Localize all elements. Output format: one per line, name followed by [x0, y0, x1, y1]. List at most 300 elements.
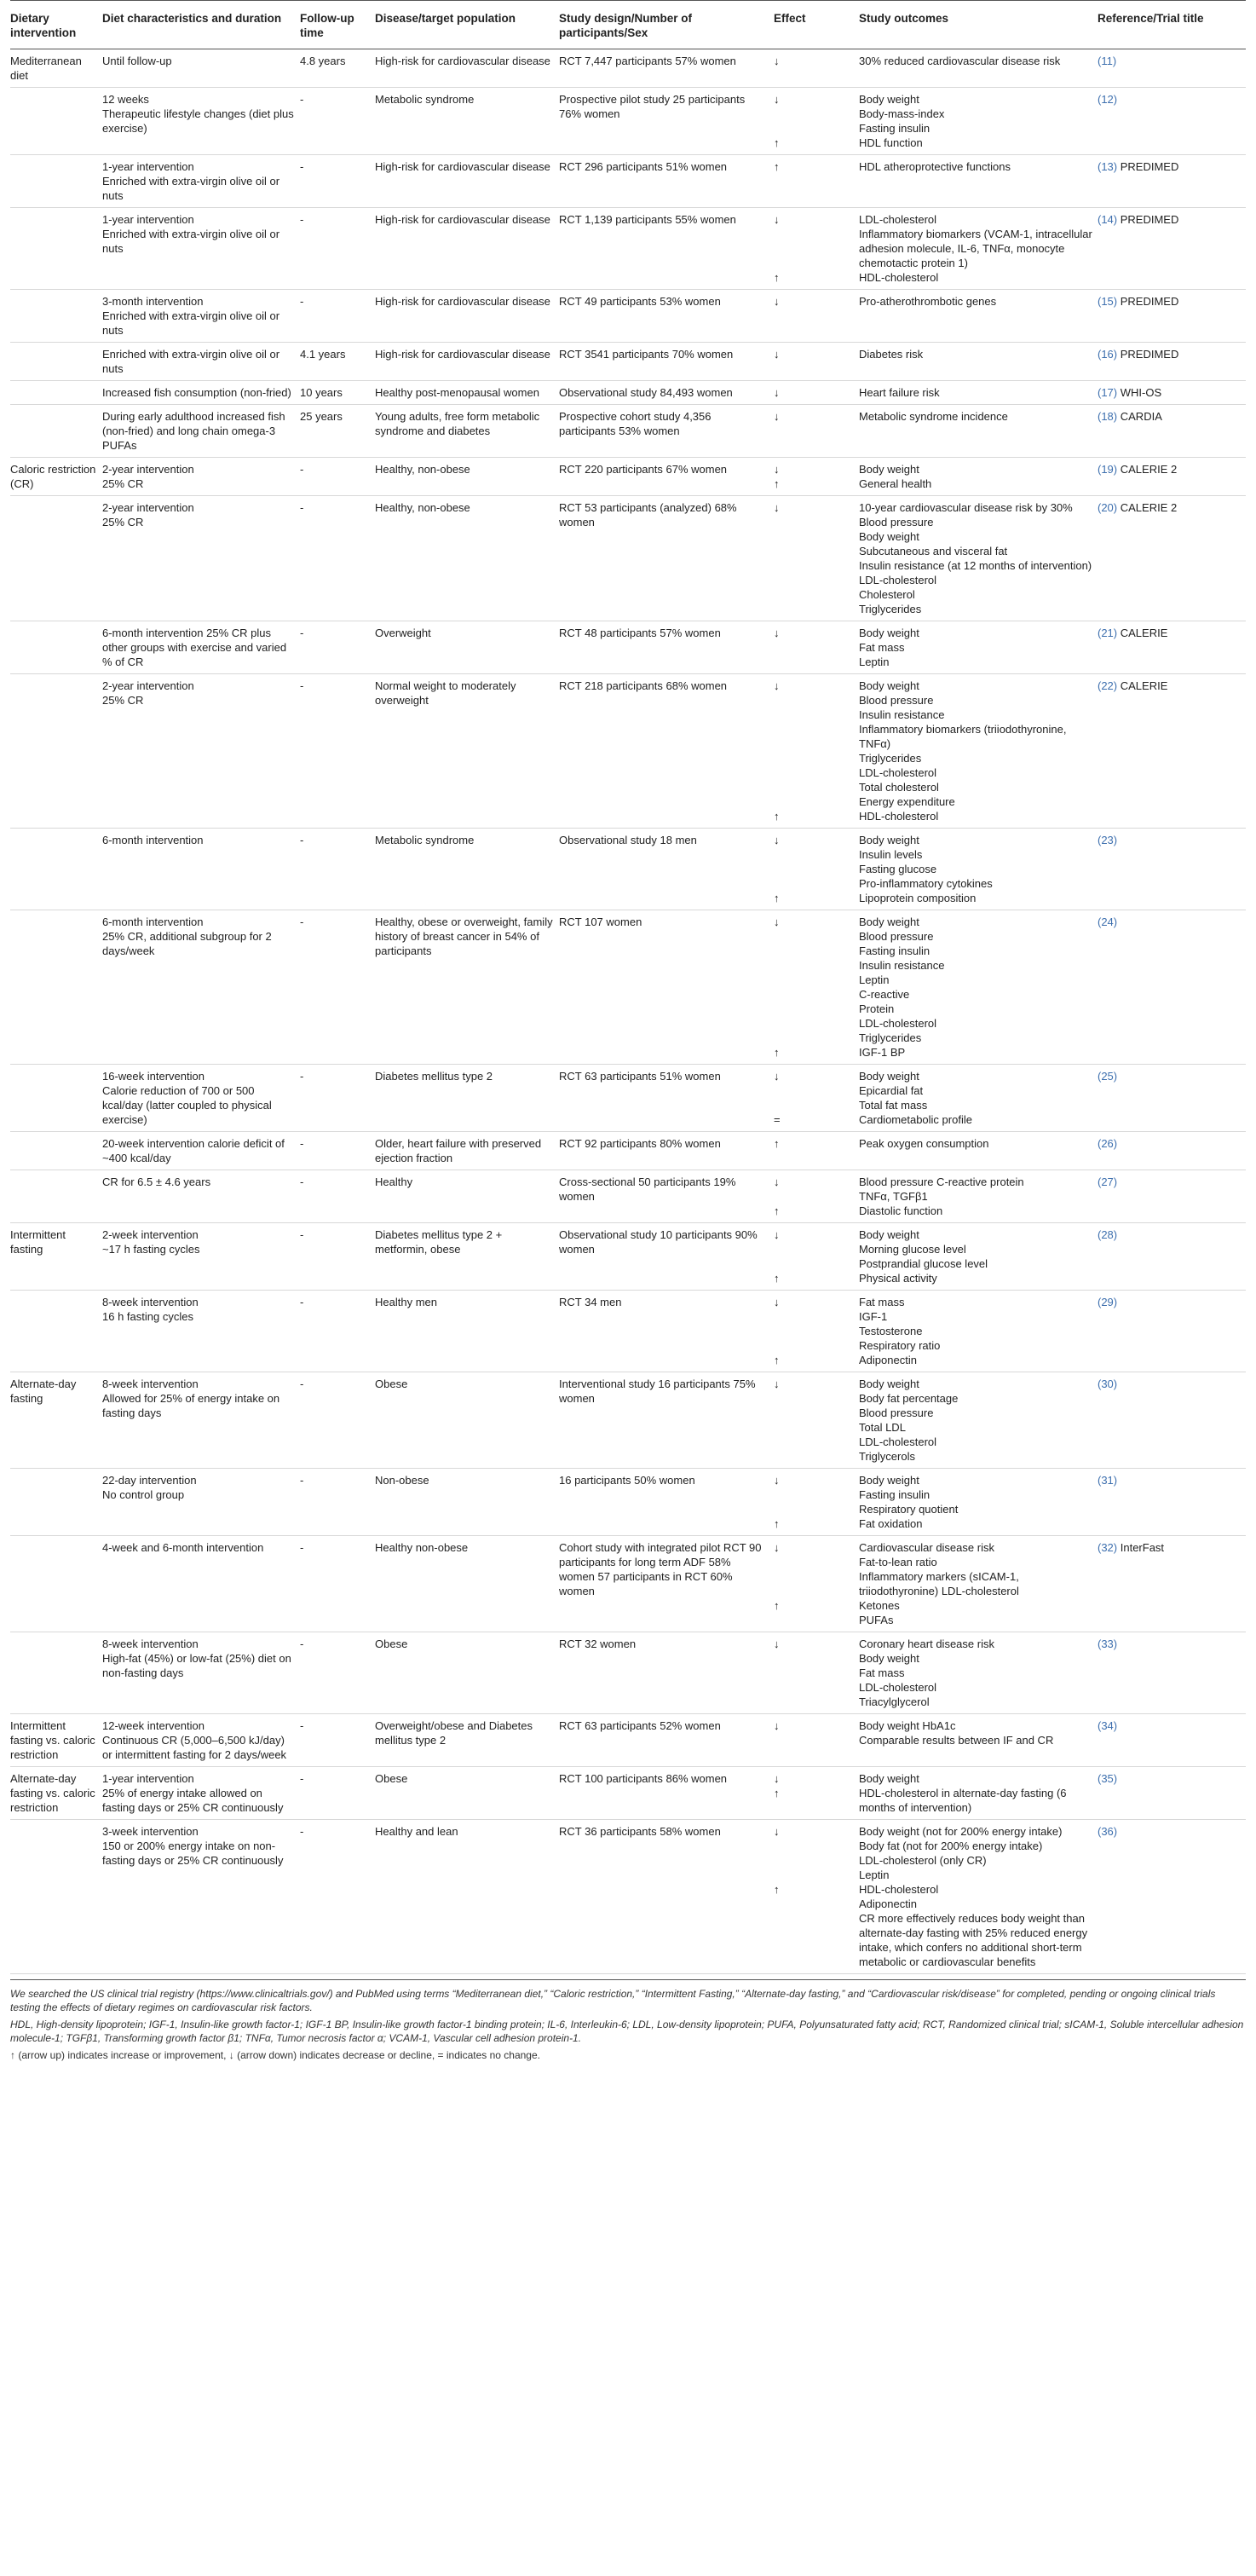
cell-intervention [10, 674, 102, 829]
cell-diet [102, 88, 300, 155]
cell-population: Healthy, non-obese [375, 458, 559, 496]
cell-effect [774, 1767, 859, 1820]
reference-link[interactable]: (29) [1098, 1296, 1118, 1308]
outcome-item: Cardiovascular disease risk [859, 1541, 994, 1554]
cell-effect [774, 1132, 859, 1170]
diet-line: 2-year intervention [102, 501, 194, 514]
outcome-group [859, 1516, 1092, 1531]
diet-line: 12-week intervention [102, 1719, 205, 1732]
diet-line: 22-day intervention [102, 1474, 197, 1487]
table-row [10, 1065, 1246, 1132]
cell-population: Healthy post-menopausal women [375, 381, 559, 405]
trial-title: CALERIE [1120, 627, 1168, 639]
outcome-group [859, 1637, 1092, 1709]
effect-symbol: ↓ [774, 295, 780, 308]
diet-line: During early adulthood increased fish (non-fried) and long chain omega-3 PUFAs [102, 410, 285, 452]
cell-population: Normal weight to moderately overweight [375, 674, 559, 829]
cell-followup: - [300, 829, 375, 910]
effect-symbol: ↑ [774, 160, 780, 173]
outcome-item: LDL-cholesterol [859, 574, 937, 586]
outcome-item: Fat oxidation [859, 1517, 923, 1530]
cell-reference [1098, 829, 1246, 910]
diet-line: High-fat (45%) or low-fat (25%) diet on non-fasting days [102, 1652, 291, 1679]
reference-link[interactable]: (23) [1098, 834, 1118, 846]
cell-population: Overweight/obese and Diabetes mellitus type 2 [375, 1714, 559, 1767]
cell-effect [774, 829, 859, 910]
outcome-group [859, 1069, 1092, 1112]
cell-followup: - [300, 1469, 375, 1536]
outcome-item: Comparable results between IF and CR [859, 1734, 1054, 1747]
cell-outcomes [859, 208, 1098, 290]
effect-symbol: ↑ [774, 1137, 780, 1150]
cell-design: RCT 53 participants (analyzed) 68% women [559, 496, 774, 621]
cell-intervention [10, 1132, 102, 1170]
outcome-group [859, 347, 1092, 361]
reference-link[interactable]: (14) [1098, 213, 1118, 226]
effect-symbol: ↓ [774, 93, 780, 106]
outcome-item: Triglycerides [859, 752, 922, 765]
cell-followup: - [300, 1223, 375, 1291]
cell-design: RCT 1,139 participants 55% women [559, 208, 774, 290]
cell-population: Healthy non-obese [375, 1536, 559, 1632]
cell-effect [774, 155, 859, 208]
cell-effect [774, 1820, 859, 1974]
outcome-item: Body weight [859, 1474, 919, 1487]
cell-population: Healthy, non-obese [375, 496, 559, 621]
cell-population: Metabolic syndrome [375, 829, 559, 910]
cell-effect [774, 208, 859, 290]
cell-outcomes [859, 405, 1098, 458]
diet-line: 6-month intervention 25% CR plus other groups with exercise and varied % of CR [102, 627, 287, 668]
effect-symbol: ↓ [774, 1825, 780, 1838]
header-intervention: Dietary intervention [10, 1, 102, 49]
cell-outcomes [859, 621, 1098, 674]
cell-followup: - [300, 910, 375, 1065]
cell-outcomes [859, 1291, 1098, 1372]
reference-link[interactable]: (26) [1098, 1137, 1118, 1150]
outcome-item: Lipoprotein composition [859, 892, 977, 904]
effect-symbol: ↓ [774, 463, 780, 476]
reference-link[interactable]: (13) [1098, 160, 1118, 173]
reference-link[interactable]: (34) [1098, 1719, 1118, 1732]
outcome-item: Total fat mass [859, 1099, 928, 1112]
outcome-item: Body weight [859, 1070, 919, 1083]
cell-design: RCT 218 participants 68% women [559, 674, 774, 829]
reference-link[interactable]: (18) [1098, 410, 1118, 423]
outcome-item: Body fat percentage [859, 1392, 959, 1405]
reference-link[interactable]: (12) [1098, 93, 1118, 106]
cell-outcomes [859, 1170, 1098, 1223]
cell-diet [102, 621, 300, 674]
cell-outcomes [859, 381, 1098, 405]
cell-population: Non-obese [375, 1469, 559, 1536]
outcome-item: Respiratory quotient [859, 1503, 959, 1516]
trial-title: CARDIA [1120, 410, 1162, 423]
cell-intervention: Alternate-day fasting [10, 1372, 102, 1469]
diet-line: 6-month intervention [102, 834, 204, 846]
reference-link[interactable]: (30) [1098, 1378, 1118, 1390]
cell-reference [1098, 910, 1246, 1065]
cell-population: Overweight [375, 621, 559, 674]
cell-outcomes [859, 1223, 1098, 1291]
diet-line: 12 weeks [102, 93, 149, 106]
cell-followup: - [300, 1065, 375, 1132]
outcome-group [859, 1540, 1092, 1598]
outcome-item: IGF-1 BP [859, 1046, 906, 1059]
diet-line: 25% CR [102, 477, 144, 490]
diet-line: Enriched with extra-virgin olive oil or nuts [102, 175, 280, 202]
reference-link[interactable]: (17) [1098, 386, 1118, 399]
diet-line: Enriched with extra-virgin olive oil or nuts [102, 228, 280, 255]
cell-design: RCT 32 women [559, 1632, 774, 1714]
cell-effect [774, 458, 859, 496]
cell-design: Interventional study 16 participants 75% women [559, 1372, 774, 1469]
effect-symbol: ↑ [774, 271, 780, 284]
reference-link[interactable]: (16) [1098, 348, 1118, 361]
outcome-item: Fasting insulin [859, 1488, 930, 1501]
outcome-item: LDL-cholesterol [859, 213, 937, 226]
studies-table [10, 0, 1246, 1974]
effect-symbol: ↑ [774, 1517, 780, 1530]
cell-intervention: Mediterranean diet [10, 49, 102, 88]
outcome-item: Body weight [859, 1652, 919, 1665]
outcome-item: Leptin [859, 656, 890, 668]
outcome-group [859, 294, 1092, 309]
cell-intervention [10, 1632, 102, 1714]
diet-line: 8-week intervention [102, 1296, 199, 1308]
cell-population: Diabetes mellitus type 2 [375, 1065, 559, 1132]
cell-population: High-risk for cardiovascular disease [375, 208, 559, 290]
cell-effect [774, 1469, 859, 1536]
diet-line: 20-week intervention calorie deficit of ~400 kcal/day [102, 1137, 285, 1164]
table-row [10, 1223, 1246, 1291]
cell-intervention: Caloric restriction (CR) [10, 458, 102, 496]
outcome-item: Blood pressure [859, 930, 934, 943]
diet-line: ~17 h fasting cycles [102, 1243, 200, 1256]
cell-intervention: Alternate-day fasting vs. caloric restriction [10, 1767, 102, 1820]
outcome-item: Testosterone [859, 1325, 923, 1337]
reference-link[interactable]: (33) [1098, 1637, 1118, 1650]
outcome-item: LDL-cholesterol [859, 1435, 937, 1448]
effect-symbol: ↓ [774, 1228, 780, 1241]
cell-diet [102, 405, 300, 458]
diet-line: 16 h fasting cycles [102, 1310, 193, 1323]
table-row [10, 155, 1246, 208]
outcome-group [859, 1045, 1092, 1060]
cell-intervention [10, 88, 102, 155]
diet-line: 25% of energy intake allowed on fasting days or 25% CR continuously [102, 1787, 284, 1814]
effect-symbol: ↓ [774, 213, 780, 226]
cell-followup: - [300, 1714, 375, 1767]
trial-title: CALERIE 2 [1120, 463, 1178, 476]
outcome-item: Body weight HbA1c [859, 1719, 956, 1732]
cell-diet [102, 208, 300, 290]
cell-effect [774, 290, 859, 343]
cell-population: High-risk for cardiovascular disease [375, 343, 559, 381]
outcome-item: Adiponectin [859, 1897, 917, 1910]
outcome-group [859, 1271, 1092, 1285]
outcome-group [859, 159, 1092, 174]
reference-link[interactable]: (25) [1098, 1070, 1118, 1083]
table-row [10, 1291, 1246, 1372]
cell-intervention [10, 910, 102, 1065]
cell-reference [1098, 290, 1246, 343]
trial-title: CALERIE 2 [1120, 501, 1178, 514]
outcome-item: Pro-inflammatory cytokines [859, 877, 993, 890]
header-outcomes: Study outcomes [859, 1, 1098, 49]
diet-line: 16-week intervention [102, 1070, 205, 1083]
outcome-group [859, 1295, 1092, 1353]
reference-link[interactable]: (31) [1098, 1474, 1118, 1487]
outcome-item: Inflammatory biomarkers (triiodothyronine, TNFα) [859, 723, 1067, 750]
cell-diet [102, 910, 300, 1065]
cell-reference [1098, 381, 1246, 405]
cell-design: RCT 107 women [559, 910, 774, 1065]
outcome-group [859, 1136, 1092, 1151]
outcome-group [859, 92, 1092, 136]
outcome-item: Cholesterol [859, 588, 915, 601]
outcome-item: Body weight [859, 1228, 919, 1241]
outcome-group [859, 385, 1092, 400]
table-row [10, 1170, 1246, 1223]
cell-population: Obese [375, 1767, 559, 1820]
table-body [10, 49, 1246, 1974]
diet-line: 3-week intervention [102, 1825, 199, 1838]
diet-line: 2-year intervention [102, 679, 194, 692]
cell-intervention [10, 208, 102, 290]
cell-design: RCT 63 participants 51% women [559, 1065, 774, 1132]
diet-line: Enriched with extra-virgin olive oil or nuts [102, 309, 280, 337]
outcome-group [859, 1824, 1092, 1882]
cell-followup: - [300, 621, 375, 674]
cell-effect [774, 1065, 859, 1132]
outcome-item: Postprandial glucose level [859, 1257, 988, 1270]
outcome-item: Blood pressure [859, 1406, 934, 1419]
outcome-item: Heart failure risk [859, 386, 940, 399]
outcome-group [859, 1718, 1092, 1747]
reference-link[interactable]: (36) [1098, 1825, 1118, 1838]
cell-followup: 25 years [300, 405, 375, 458]
cell-effect [774, 88, 859, 155]
effect-symbol: ↓ [774, 386, 780, 399]
cell-design: RCT 63 participants 52% women [559, 1714, 774, 1767]
cell-design: Cross-sectional 50 participants 19% women [559, 1170, 774, 1223]
diet-line: 25% CR [102, 516, 144, 528]
outcome-item: Leptin [859, 973, 890, 986]
outcome-group [859, 626, 1092, 669]
cell-followup: - [300, 1767, 375, 1820]
diet-line: CR for 6.5 ± 4.6 years [102, 1175, 211, 1188]
outcome-item: C-reactive [859, 988, 910, 1001]
effect-symbol: ↓ [774, 55, 780, 67]
diet-line: 25% CR [102, 694, 144, 707]
reference-link[interactable]: (19) [1098, 463, 1118, 476]
diet-line: Calorie reduction of 700 or 500 kcal/day (latter coupled to physical exercise) [102, 1084, 272, 1126]
cell-effect [774, 1291, 859, 1372]
effect-symbol: ↓ [774, 1070, 780, 1083]
cell-followup: - [300, 458, 375, 496]
outcome-item: Triglycerides [859, 1031, 922, 1044]
cell-reference [1098, 49, 1246, 88]
diet-line: 8-week intervention [102, 1378, 199, 1390]
cell-outcomes [859, 155, 1098, 208]
outcome-item: Body weight [859, 530, 919, 543]
cell-effect [774, 910, 859, 1065]
outcome-item: Respiratory ratio [859, 1339, 941, 1352]
outcome-item: Blood pressure C-reactive protein [859, 1175, 1024, 1188]
table-row [10, 1469, 1246, 1536]
outcome-item: 30% reduced cardiovascular disease risk [859, 55, 1061, 67]
reference-link[interactable]: (27) [1098, 1175, 1118, 1188]
reference-link[interactable]: (22) [1098, 679, 1118, 692]
diet-line: 1-year intervention [102, 213, 194, 226]
diet-line: 2-week intervention [102, 1228, 199, 1241]
cell-effect [774, 1536, 859, 1632]
cell-design: RCT 296 participants 51% women [559, 155, 774, 208]
header-population: Disease/target population [375, 1, 559, 49]
header-effect: Effect [774, 1, 859, 49]
outcome-item: Peak oxygen consumption [859, 1137, 989, 1150]
cell-diet [102, 1714, 300, 1767]
cell-population: Healthy men [375, 1291, 559, 1372]
cell-reference [1098, 458, 1246, 496]
outcome-item: Pro-atherothrombotic genes [859, 295, 997, 308]
cell-followup: - [300, 1820, 375, 1974]
reference-link[interactable]: (21) [1098, 627, 1118, 639]
effect-symbol: ↓ [774, 1296, 780, 1308]
trial-title: CALERIE [1120, 679, 1168, 692]
outcome-item: Insulin resistance [859, 959, 945, 972]
cell-intervention [10, 1820, 102, 1974]
reference-link[interactable]: (11) [1098, 55, 1117, 67]
outcome-item: Fasting insulin [859, 944, 930, 957]
cell-reference [1098, 1065, 1246, 1132]
outcome-item: Total cholesterol [859, 781, 939, 794]
outcome-item: HDL atheroprotective functions [859, 160, 1011, 173]
cell-effect [774, 49, 859, 88]
cell-reference [1098, 405, 1246, 458]
cell-outcomes [859, 1767, 1098, 1820]
cell-reference [1098, 343, 1246, 381]
outcome-group [859, 1771, 1092, 1786]
outcome-item: Cardiometabolic profile [859, 1113, 972, 1126]
table-row [10, 343, 1246, 381]
cell-outcomes [859, 343, 1098, 381]
cell-diet [102, 343, 300, 381]
reference-link[interactable]: (32) [1098, 1541, 1118, 1554]
effect-symbol: ↑ [774, 810, 780, 823]
reference-link[interactable]: (28) [1098, 1228, 1118, 1241]
table-row [10, 829, 1246, 910]
cell-diet [102, 1223, 300, 1291]
cell-intervention: Intermittent fasting vs. caloric restriction [10, 1714, 102, 1767]
outcome-item: Triglycerides [859, 603, 922, 615]
effect-symbol: ↓ [774, 348, 780, 361]
effect-symbol: ↑ [774, 1272, 780, 1285]
cell-outcomes [859, 1536, 1098, 1632]
cell-followup: - [300, 1632, 375, 1714]
outcome-group [859, 1473, 1092, 1516]
trial-title: PREDIMED [1120, 295, 1179, 308]
outcome-group [859, 1786, 1092, 1815]
cell-effect [774, 1170, 859, 1223]
cell-reference [1098, 1469, 1246, 1536]
cell-followup: - [300, 496, 375, 621]
reference-link[interactable]: (35) [1098, 1772, 1118, 1785]
effect-symbol: ↓ [774, 834, 780, 846]
header-followup: Follow-up time [300, 1, 375, 49]
cell-design: Observational study 10 participants 90% women [559, 1223, 774, 1291]
cell-reference [1098, 621, 1246, 674]
effect-symbol: ↓ [774, 1772, 780, 1785]
reference-link[interactable]: (20) [1098, 501, 1118, 514]
reference-link[interactable]: (15) [1098, 295, 1118, 308]
outcome-group [859, 1175, 1092, 1204]
outcome-item: CR more effectively reduces body weight than alternate-day fasting with 25% reduced energy intake, which confers no additional short-term metabolic or cardiovascular benefits [859, 1912, 1088, 1968]
cell-population: Obese [375, 1632, 559, 1714]
cell-outcomes [859, 829, 1098, 910]
cell-outcomes [859, 1372, 1098, 1469]
cell-reference [1098, 208, 1246, 290]
outcome-item: Protein [859, 1002, 895, 1015]
outcome-group [859, 1377, 1092, 1464]
cell-followup: - [300, 1170, 375, 1223]
outcome-item: HDL-cholesterol in alternate-day fasting (6 months of intervention) [859, 1787, 1067, 1814]
cell-outcomes [859, 1469, 1098, 1536]
outcome-item: Fasting insulin [859, 122, 930, 135]
outcome-group [859, 1112, 1092, 1127]
effect-symbol: ↑ [774, 1787, 780, 1799]
trial-title: WHI-OS [1120, 386, 1162, 399]
table-row [10, 49, 1246, 88]
table-row [10, 621, 1246, 674]
outcome-item: Coronary heart disease risk [859, 1637, 994, 1650]
cell-followup: - [300, 155, 375, 208]
outcome-item: Triacylglycerol [859, 1695, 930, 1708]
outcome-item: Body weight [859, 915, 919, 928]
outcome-item: Body fat (not for 200% energy intake) [859, 1840, 1043, 1852]
outcome-group [859, 1598, 1092, 1627]
outcome-item: Blood pressure [859, 516, 934, 528]
table-row [10, 405, 1246, 458]
cell-diet [102, 1291, 300, 1372]
outcome-item: Body weight [859, 463, 919, 476]
cell-followup: - [300, 290, 375, 343]
footnote-abbreviations: HDL, High-density lipoprotein; IGF-1, Insulin-like growth factor-1; IGF-1 BP, Insulin-like growth factor-1 binding protein; IL-6, Interleukin-6; LDL, Low-density lipoprotein; PUFA, Polyunsaturated fatty acid; RCT, Randomized clinical trial; sICAM-1, Soluble intercellular adhesion molecule-1; TGFβ1, Transforming growth factor β1; TNFα, Tumor necrosis factor α; VCAM-1, Vascular cell adhesion protein-1. [10, 2019, 1244, 2044]
outcome-item: Subcutaneous and visceral fat [859, 545, 1008, 557]
cell-reference [1098, 1132, 1246, 1170]
outcome-item: HDL function [859, 136, 923, 149]
table-row [10, 1536, 1246, 1632]
table-header-row [10, 1, 1246, 49]
outcome-group [859, 409, 1092, 424]
outcome-item: Insulin levels [859, 848, 923, 861]
outcome-item: HDL-cholesterol [859, 271, 939, 284]
header-design: Study design/Number of participants/Sex [559, 1, 774, 49]
cell-reference [1098, 155, 1246, 208]
outcome-group [859, 1882, 1092, 1969]
cell-outcomes [859, 88, 1098, 155]
outcome-group [859, 915, 1092, 1045]
cell-diet [102, 829, 300, 910]
cell-effect [774, 1372, 859, 1469]
diet-line: 4-week and 6-month intervention [102, 1541, 264, 1554]
reference-link[interactable]: (24) [1098, 915, 1118, 928]
outcome-item: Adiponectin [859, 1354, 917, 1366]
diet-line: No control group [102, 1488, 185, 1501]
cell-population: Metabolic syndrome [375, 88, 559, 155]
cell-design: Prospective pilot study 25 participants 76% women [559, 88, 774, 155]
